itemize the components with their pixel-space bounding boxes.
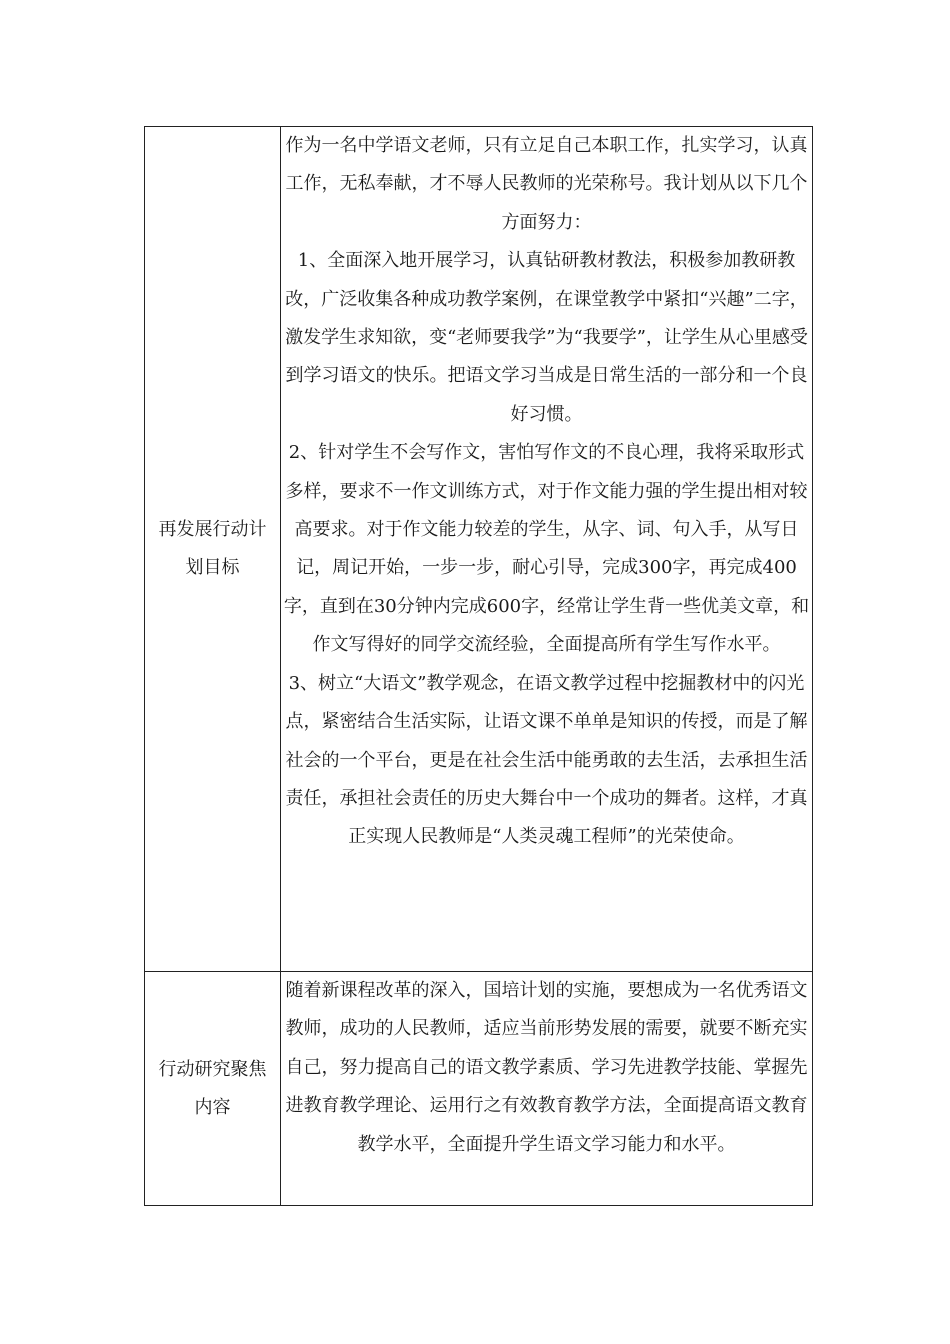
table-row-research-focus: [145, 972, 813, 1206]
row-label: 再发展行动计划目标: [158, 519, 267, 578]
plan-intro-paragraph: 作为一名中学语文老师，只有立足自己本职工作，扎实学习，认真工作，无私奉献，才不辱人民教师的光荣称号。我计划从以下几个方面努力：: [285, 135, 808, 233]
plan-item-2-paragraph: 2、针对学生不会写作文，害怕写作文的不良心理，我将采取形式多样，要求不一作文训练方式，对于作文能力强的学生提出相对较高要求。对于作文能力较差的学生，从字、词、句入手，从写日记，周记开始，一步一步，耐心引导，完成300字，再完成400字，直到在30分钟内完成600字，经常让学生背一些优美文章，和作文写得好的同学交流经验，全面提高所有学生写作水平。: [283, 442, 810, 656]
table-row-development-plan: [145, 127, 813, 972]
row-label-cell: [145, 972, 281, 1206]
plan-item-1-paragraph: 1、全面深入地开展学习，认真钻研教材教法，积极参加教研教改，广泛收集各种成功教学案例，在课堂教学中紧扣“兴趣”二字，激发学生求知欲，变“老师要我学”为“我要学”，让学生从心里感受到学习语文的快乐。把语文学习当成是日常生活的一部分和一个良好习惯。: [285, 250, 808, 425]
row-content-cell: [281, 127, 813, 972]
focus-paragraph: 随着新课程改革的深入，国培计划的实施，要想成为一名优秀语文教师，成功的人民教师，适应当前形势发展的需要，就要不断充实自己，努力提高自己的语文教学素质、学习先进教学技能、掌握先进教育教学理论、运用行之有效教育教学方法，全面提高语文教育教学水平，全面提升学生语文学习能力和水平。: [285, 980, 808, 1155]
plan-item-3-paragraph: 3、树立“大语文”教学观念，在语文教学过程中挖掘教材中的闪光点，紧密结合生活实际，让语文课不单单是知识的传授，而是了解社会的一个平台，更是在社会生活中能勇敢的去生活，去承担生活责任，承担社会责任的历史大舞台中一个成功的舞者。这样，才真正实现人民教师是“人类灵魂工程师”的光荣使命。: [285, 672, 808, 848]
row-label-cell: [145, 127, 281, 972]
row-label: 行动研究聚焦内容: [158, 1058, 267, 1118]
plan-table: [144, 126, 813, 1206]
row-content-cell: [281, 972, 813, 1206]
